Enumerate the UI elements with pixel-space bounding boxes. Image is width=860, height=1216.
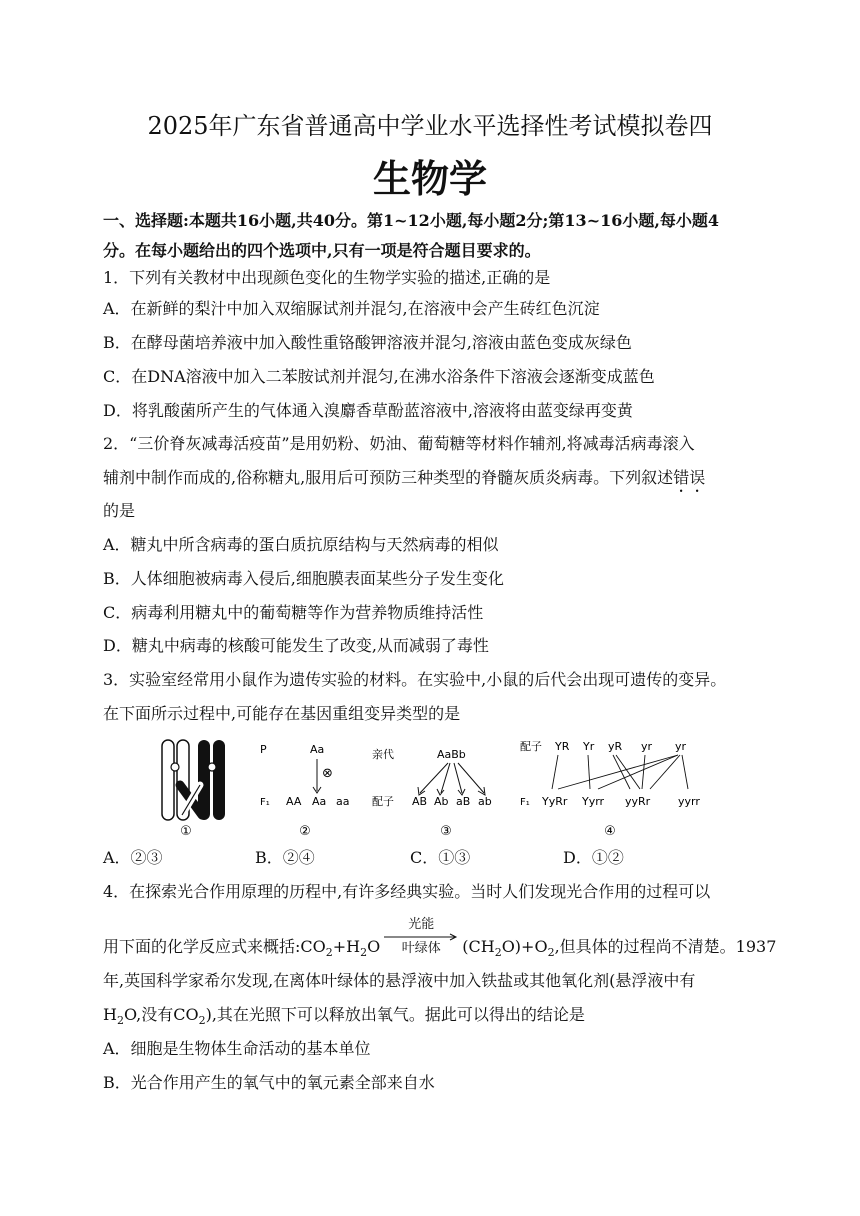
q4-stem-line1: 4．在探索光合作用原理的历程中,有许多经典实验。当时人们发现光合作用的过程可以 (103, 882, 711, 901)
q3-figure (150, 735, 710, 845)
chromosome-diagram (162, 740, 225, 820)
q3-option-c: C．①③ (410, 848, 471, 867)
q2-stem-line2: 辅剂中制作而成的,俗称糖丸,服用后可预防三种类型的脊髓灰质炎病毒。下列叙述错误 (103, 468, 706, 487)
gamete-4-4: yr (641, 740, 653, 753)
panel-label-1: ① (180, 824, 192, 839)
q3-option-b: B．②④ (255, 848, 315, 867)
q2-option-a: A．糖丸中所含病毒的蛋白质抗原结构与天然病毒的相似 (103, 535, 499, 554)
emphasis-word: 错误 (673, 468, 706, 487)
f1-label: F₁ (260, 797, 270, 808)
offspring-4-2: Yyrr (582, 795, 605, 808)
gamete-label-3: 配子 (372, 795, 394, 808)
q3-stem-line1: 3．实验室经常用小鼠作为遗传实验的材料。在实验中,小鼠的后代会出现可遗传的变异。 (103, 670, 727, 689)
q1-option-a: A．在新鲜的梨汁中加入双缩脲试剂并混匀,在溶液中会产生砖红色沉淀 (103, 299, 600, 318)
arrow-condition-bottom: 叶绿体 (401, 941, 441, 956)
gamete-4-5: yr (675, 740, 687, 753)
self-cross-symbol: ⊗ (322, 766, 333, 781)
gamete-3-4: ab (478, 795, 492, 808)
offspring-4-3: yyRr (625, 795, 651, 808)
offspring-4-1: YyRr (542, 795, 568, 808)
panel-label-4: ④ (604, 824, 616, 839)
section-intro-line1: 一、选择题:本题共16小题,共40分。第1~12小题,每小题2分;第13~16小题,每小题4 (103, 211, 720, 230)
q4-option-b: B．光合作用产生的氧气中的氧元素全部来自水 (103, 1073, 435, 1092)
panel-label-3: ③ (440, 824, 452, 839)
parent-label: 亲代 (372, 748, 394, 761)
q2-stem-line3: 的是 (103, 501, 136, 520)
subject-title: 生物学 (372, 156, 487, 201)
reaction-arrow (384, 917, 458, 958)
q3-option-d: D．①② (563, 848, 624, 867)
q4-stem-line4: $H_2O$,没有$CO_2$),其在光照下可以释放出氧气。据此可以得出的结论是 (103, 1005, 585, 1028)
gamete-label-4: 配子 (520, 740, 542, 753)
q4-stem-line2: 用下面的化学反应式来概括$:CO_2+H_2O$ 光能 叶绿体 $(CH_2O)+O_2$,但具体的过程尚不清楚。1937 (103, 936, 763, 964)
offspring-4-4: yyrr (678, 795, 700, 808)
panel-label-2: ② (299, 824, 311, 839)
q1-option-c: C．在DNA溶液中加入二苯胺试剂并混匀,在沸水浴条件下溶液会逐渐变成蓝色 (103, 367, 655, 386)
q2-stem-line1: 2．“三价脊灰减毒活疫苗”是用奶粉、奶油、葡萄糖等材料作辅剂,将减毒活病毒滚入 (103, 434, 695, 453)
p-genotype: Aa (310, 743, 325, 756)
gamete-arrows (418, 763, 485, 795)
q4-option-a: A．细胞是生物体生命活动的基本单位 (103, 1039, 371, 1058)
gamete-3-1: AB (412, 795, 428, 808)
gamete-4-3: yR (608, 740, 623, 753)
f1-label-4: F₁ (520, 797, 530, 808)
gamete-3-3: aB (456, 795, 471, 808)
q2-option-c: C．病毒利用糖丸中的葡萄糖等作为营养物质维持活性 (103, 603, 484, 622)
arrow-condition-top: 光能 (408, 917, 435, 932)
q3-stem-line2: 在下面所示过程中,可能存在基因重组变异类型的是 (103, 704, 461, 723)
q2-option-b: B．人体细胞被病毒入侵后,细胞膜表面某些分子发生变化 (103, 569, 504, 588)
f1-genotype-2: Aa (312, 795, 327, 808)
f1-genotype-1: AA (286, 795, 302, 808)
q2-option-d: D．糖丸中病毒的核酸可能发生了改变,从而减弱了毒性 (103, 636, 489, 655)
gamete-4-2: Yr (583, 740, 595, 753)
gamete-4-1: YR (555, 740, 570, 753)
parent-genotype: AaBb (437, 748, 466, 761)
gamete-3-2: Ab (434, 795, 449, 808)
exam-title: 2025年广东省普通高中学业水平选择性考试模拟卷四 (147, 112, 713, 140)
q3-option-a: A．②③ (103, 848, 163, 867)
p-label: P (260, 743, 267, 756)
section-intro-line2: 分。在每小题给出的四个选项中,只有一项是符合题目要求的。 (103, 241, 541, 260)
q1-stem: 1．下列有关教材中出现颜色变化的生物学实验的描述,正确的是 (103, 268, 551, 287)
f1-genotype-3: aa (336, 795, 350, 808)
q1-option-b: B．在酵母菌培养液中加入酸性重铬酸钾溶液并混匀,溶液由蓝色变成灰绿色 (103, 333, 632, 352)
q4-stem-line3: 年,英国科学家希尔发现,在离体叶绿体的悬浮液中加入铁盐或其他氧化剂(悬浮液中有 (103, 971, 696, 990)
q1-option-d: D．将乳酸菌所产生的气体通入溴麝香草酚蓝溶液中,溶液将由蓝变绿再变黄 (103, 401, 633, 420)
cross-arrows (552, 755, 688, 789)
